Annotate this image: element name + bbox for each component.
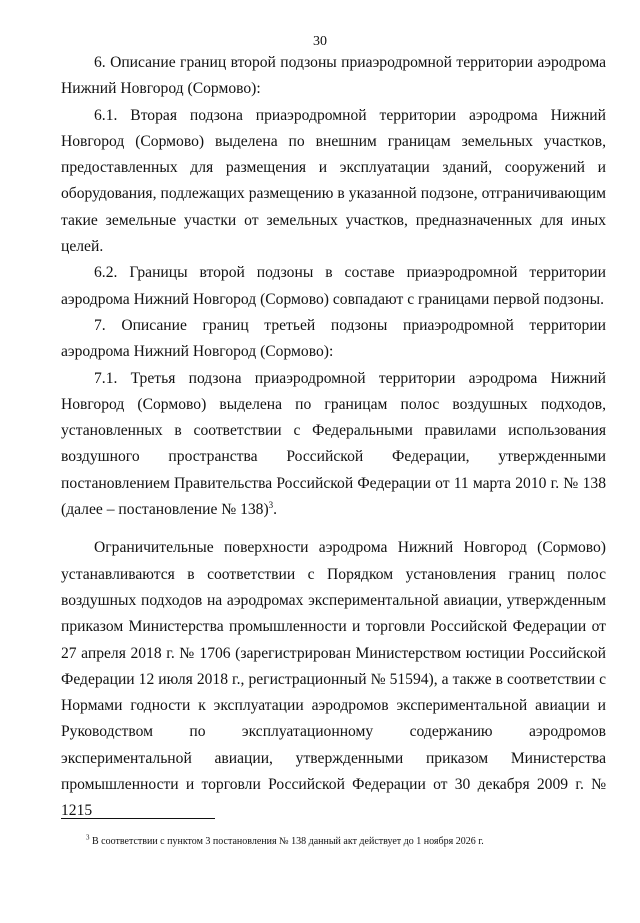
- page-number: 30: [313, 34, 327, 49]
- section-7-heading: 7. Описание границ третьей подзоны приаэродромной территории аэродрома Нижний Новгород (Сормово):: [61, 316, 606, 361]
- section-6-1-paragraph: 6.1. Вторая подзона приаэродромной территории аэродрома Нижний Новгород (Сормово) выделена по внешним границам земельных участков, предоставленных для размещения и эксплуатации зданий, сооружений и оборудования, подлежащих размещению в указанной подзоне, отграничивающим такие земельные участки от земельных участков, предназначенных для иных целей.: [61, 106, 606, 256]
- section-7-1-paragraph: [61, 366, 606, 524]
- footnote-marker: 3: [86, 833, 90, 842]
- section-6-heading: 6. Описание границ второй подзоны приаэродромной территории аэродрома Нижний Новгород (Сормово):: [61, 54, 606, 98]
- section-6-2-paragraph: 6.2. Границы второй подзоны в составе приаэродромной территории аэродрома Нижний Новгород (Сормово) совпадают с границами первой подзоны.: [61, 264, 606, 308]
- section-7-1-end: .: [273, 501, 278, 519]
- restriction-surfaces-paragraph: Ограничительные поверхности аэродрома Нижний Новгород (Сормово) устанавливаются в соответствии с Порядком установления границ полос воздушных подходов на аэродромах экспериментальной авиации, утвержденным приказом Министерства промышленности и торговли Российской Федерации от 27 апреля 2018 г. № 1706 (зарегистрирован Министерством юстиции Российской Федерации 12 июля 2018 г., регистрационный № 51594), а также в соответствии с Нормами годности к эксплуатации аэродромов экспериментальной авиации и Руководством по эксплуатационному содержанию аэродромов экспериментальной авиации, утвержденными приказом Министерства промышленности и торговли Российской Федерации от 30 декабря 2009 г. № 1215: [61, 539, 606, 820]
- document-body: [61, 50, 606, 825]
- footnote: [86, 835, 606, 848]
- section-7-1-text: 7.1. Третья подзона приаэродромной территории аэродрома Нижний Новгород (Сормово) выделена по границам полос воздушных подходов, установленных в соответствии с Федеральными правилами использования воздушного пространства Российской Федерации, утвержденными постановлением Правительства Российской Федерации от 11 марта 2010 г. № 138 (далее – постановление № 138): [61, 369, 606, 519]
- footnote-reference: 3: [268, 499, 274, 510]
- footnote-separator: [61, 818, 215, 819]
- footnote-text: В соответствии с пунктом 3 постановления № 138 данный акт действует до 1 ноября 2026 г.: [89, 836, 484, 847]
